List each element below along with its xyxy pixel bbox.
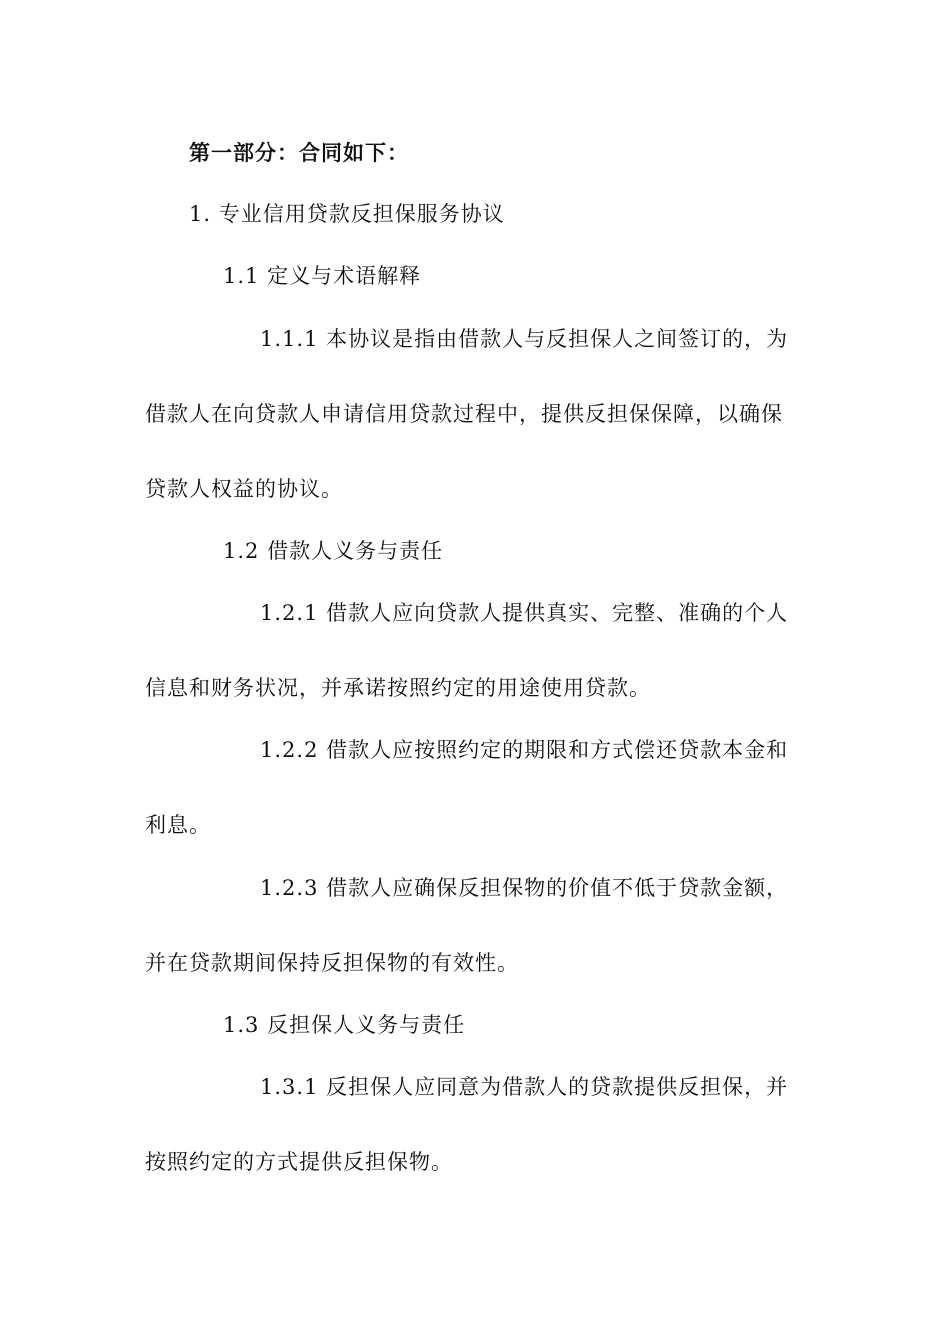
clause-1-2-3-line-1: 1.2.3 借款人应确保反担保物的价值不低于贷款金额， (260, 876, 789, 900)
section-1-title: 1. 专业信用贷款反担保服务协议 (189, 202, 505, 226)
section-1-1-heading: 1.1 定义与术语解释 (223, 264, 422, 288)
clause-1-3-1-line-2: 按照约定的方式提供反担保物。 (145, 1150, 453, 1174)
clause-1-1-1-line-1: 1.1.1 本协议是指由借款人与反担保人之间签订的，为 (260, 327, 789, 351)
clause-1-2-2-line-1: 1.2.2 借款人应按照约定的期限和方式偿还贷款本金和 (260, 738, 789, 762)
clause-1-2-3-line-2: 并在贷款期间保持反担保物的有效性。 (145, 951, 519, 975)
section-1-3-heading: 1.3 反担保人义务与责任 (223, 1013, 466, 1037)
clause-1-2-1-line-1: 1.2.1 借款人应向贷款人提供真实、完整、准确的个人 (260, 601, 789, 625)
clause-1-2-2-line-2: 利息。 (145, 813, 211, 837)
section-1-2-heading: 1.2 借款人义务与责任 (223, 539, 444, 563)
clause-1-3-1-line-1: 1.3.1 反担保人应同意为借款人的贷款提供反担保，并 (260, 1075, 789, 1099)
clause-1-2-1-line-2: 信息和财务状况，并承诺按照约定的用途使用贷款。 (145, 676, 651, 700)
clause-1-1-1-line-3: 贷款人权益的协议。 (145, 477, 343, 501)
part-heading: 第一部分：合同如下： (189, 140, 409, 165)
clause-1-1-1-line-2: 借款人在向贷款人申请信用贷款过程中，提供反担保保障，以确保 (145, 402, 783, 426)
